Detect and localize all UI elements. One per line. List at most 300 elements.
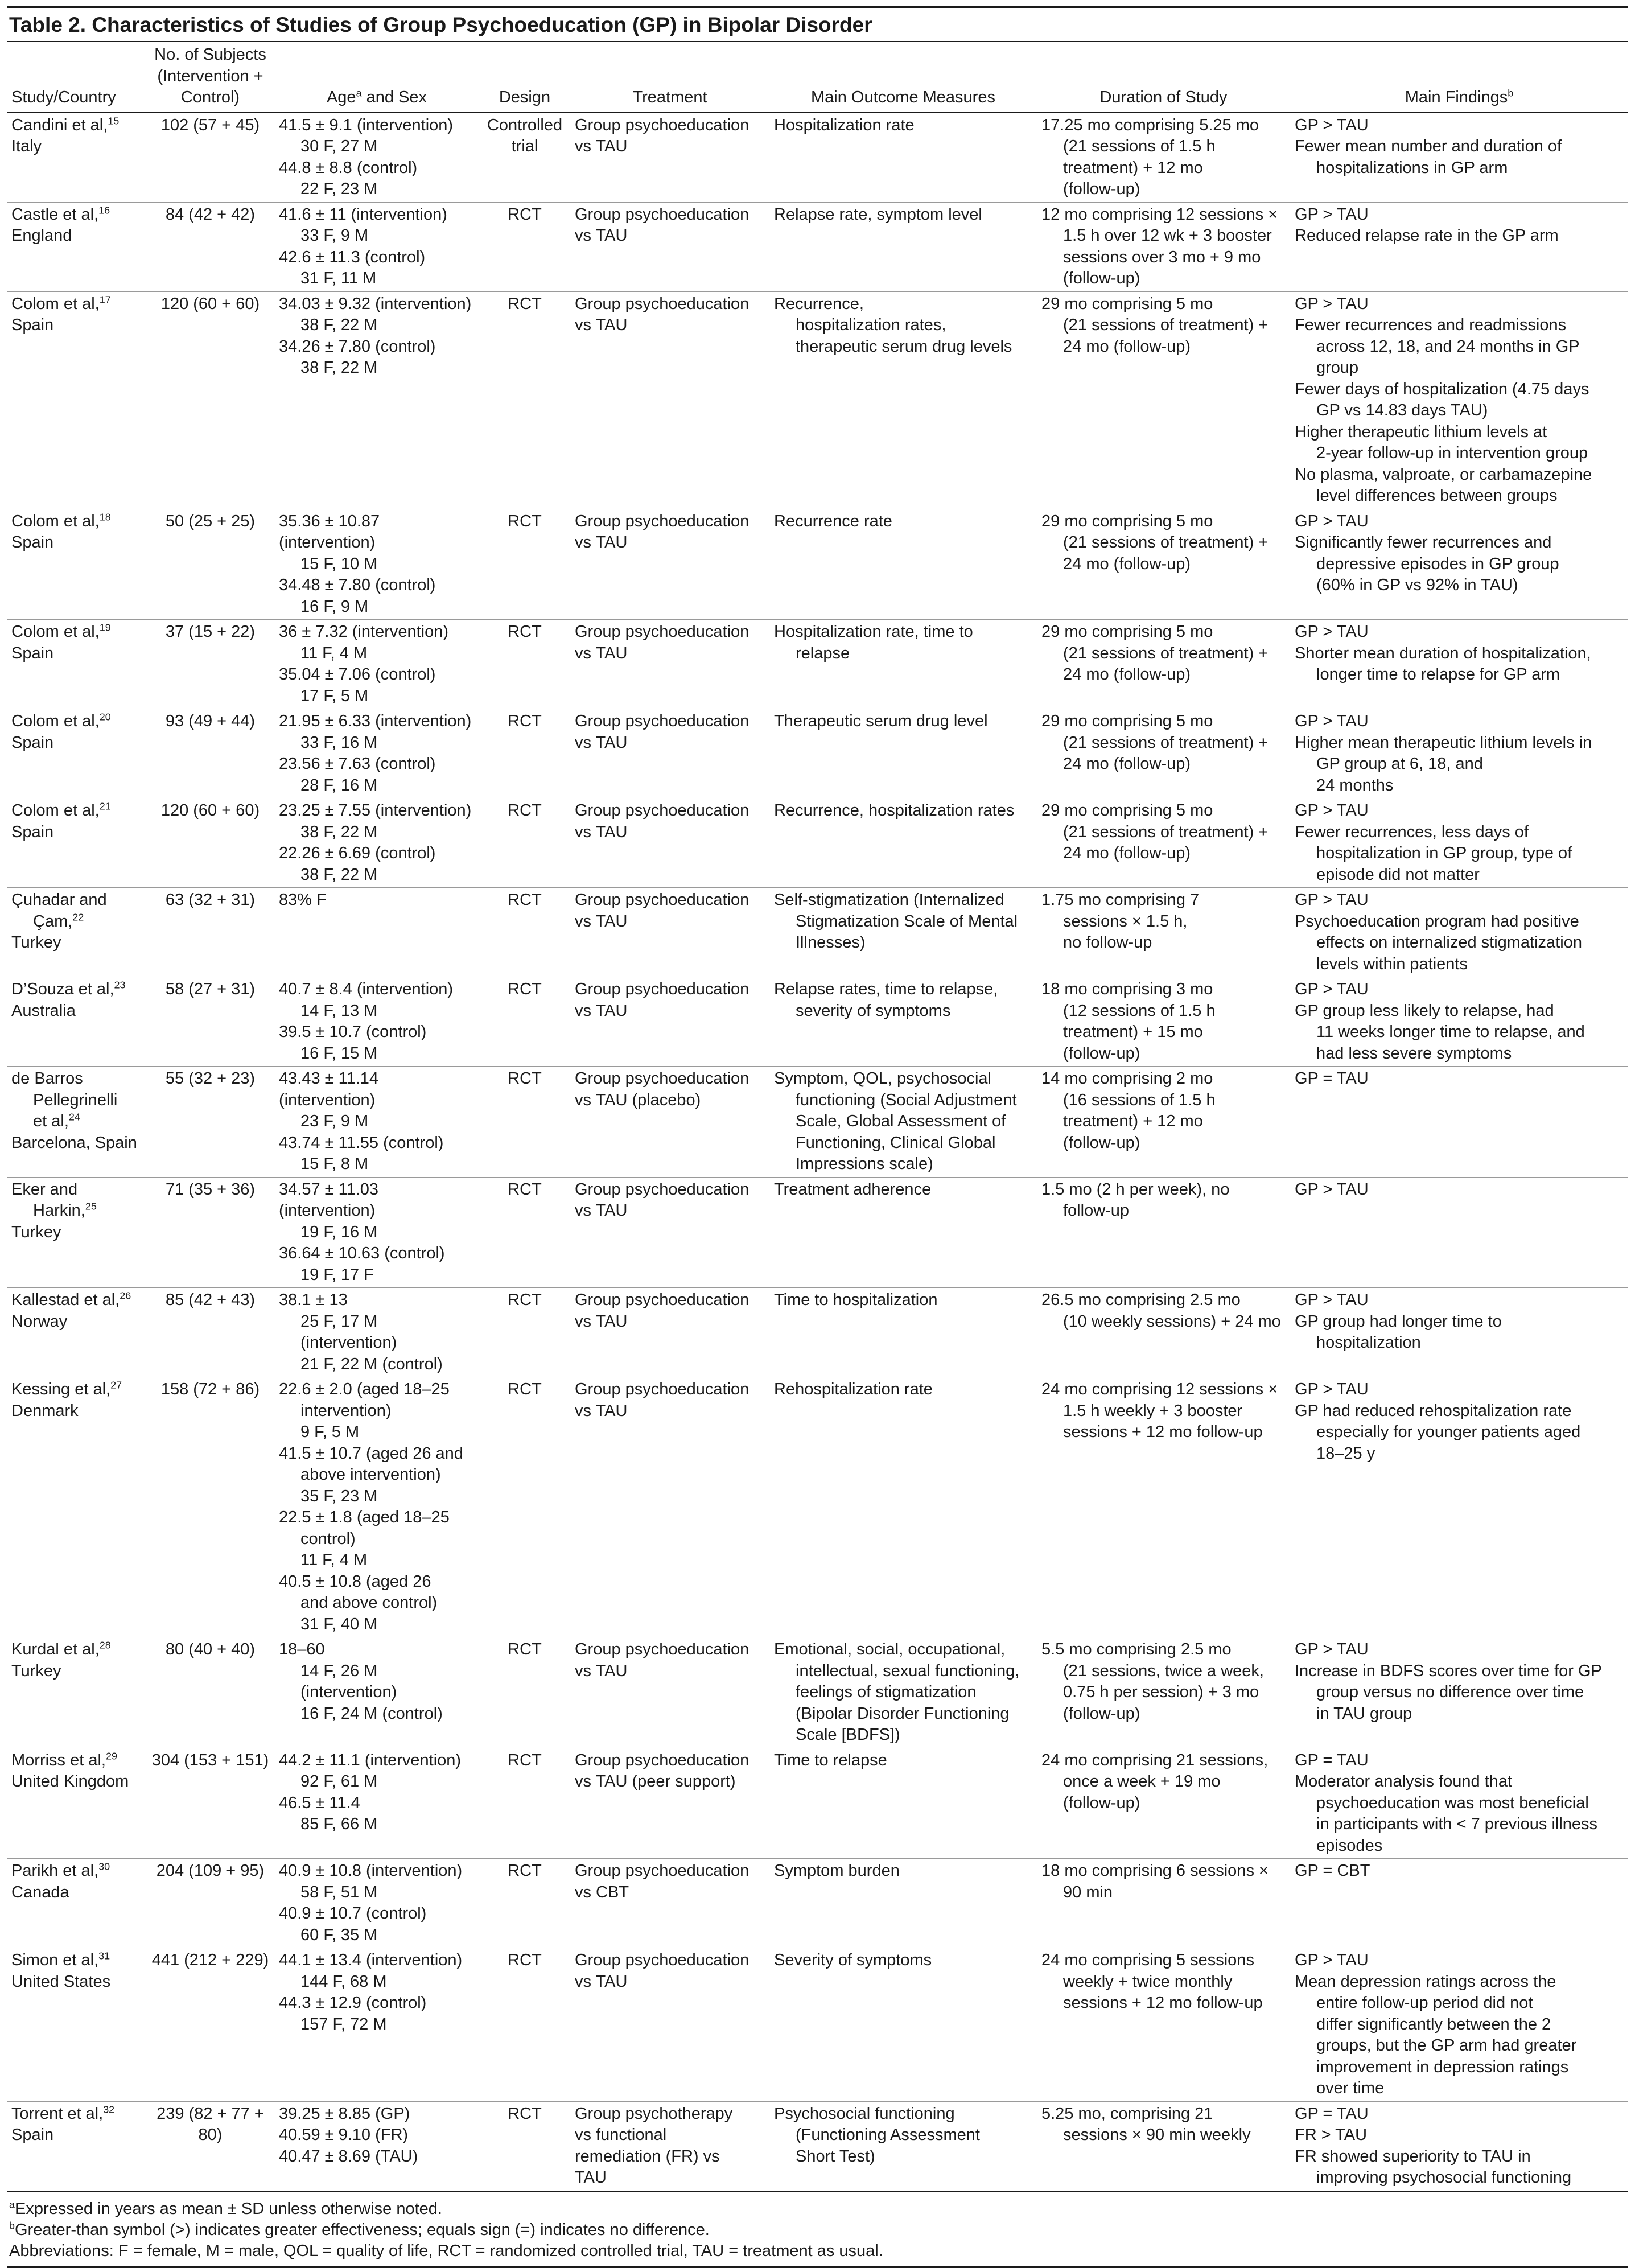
cell-subjects: 120 (60 + 60)	[146, 798, 274, 888]
cell-outcomes	[769, 620, 1037, 709]
cell-duration	[1037, 1377, 1290, 1637]
findings-header-text: Main Findings	[1405, 88, 1508, 106]
cell-age-sex	[274, 1288, 479, 1377]
study-author-line	[11, 1379, 142, 1401]
treatment-line: Group psychoeducation	[575, 1951, 749, 1969]
finding-line: improving psychosocial functioning	[1316, 2168, 1572, 2187]
cell-study	[7, 1067, 146, 1178]
age-sex-line: 34.03 ± 9.32 (intervention)	[279, 294, 472, 313]
age-sex-line: 43.74 ± 11.55 (control)	[279, 1133, 444, 1152]
age-sex-line: 38 F, 22 M	[300, 316, 378, 334]
finding-line: GP > TAU	[1295, 1640, 1369, 1658]
study-country: Turkey	[11, 1661, 61, 1680]
treatment-line: vs TAU	[575, 227, 628, 245]
age-sex-line: 25 F, 17 M (intervention)	[300, 1312, 397, 1352]
finding-line: Fewer recurrences and readmissions	[1295, 316, 1567, 334]
duration-line: 1.5 mo (2 h per week), no	[1041, 1180, 1230, 1199]
cell-design	[479, 291, 570, 509]
cell-outcomes	[769, 888, 1037, 977]
study-author: Torrent et al,	[11, 2104, 104, 2123]
cell-treatment	[570, 113, 769, 203]
treatment-line: Group psychoeducation	[575, 116, 749, 134]
outcome-line: Recurrence,	[774, 294, 864, 313]
age-sex-line: 15 F, 10 M	[300, 554, 378, 573]
finding-line: GP = TAU	[1295, 2104, 1369, 2123]
cell-treatment	[570, 620, 769, 709]
finding-line: Higher mean therapeutic lithium levels in	[1295, 733, 1592, 752]
treatment-line: vs TAU	[575, 1001, 628, 1020]
cell-design	[479, 1067, 570, 1178]
duration-line: 17.25 mo comprising 5.25 mo	[1041, 116, 1259, 134]
cell-findings	[1290, 798, 1628, 888]
col-header-treatment: Treatment	[570, 42, 769, 113]
outcome-line: Scale, Global Assessment of	[796, 1112, 1006, 1130]
footnote	[9, 2220, 1626, 2241]
finding-line: No plasma, valproate, or carbamazepine	[1295, 465, 1592, 484]
design-line: RCT	[508, 623, 542, 641]
finding-line: episode did not matter	[1316, 865, 1480, 884]
duration-line: sessions × 90 min weekly	[1063, 2126, 1251, 2144]
treatment-line: vs CBT	[575, 1883, 629, 1901]
study-country: Norway	[11, 1312, 68, 1331]
age-sex-line: 14 F, 13 M	[300, 1001, 378, 1020]
table-row	[7, 1637, 1628, 1748]
age-sex-line: 43.43 ± 11.14 (intervention)	[279, 1069, 379, 1109]
footnote-text: Expressed in years as mean ± SD unless otherwise noted.	[15, 2199, 442, 2218]
duration-line: (follow-up)	[1063, 1044, 1140, 1063]
duration-line: treatment) + 12 mo	[1063, 158, 1203, 177]
duration-line: 24 mo (follow-up)	[1063, 844, 1191, 862]
treatment-line: Group psychoeducation	[575, 205, 749, 224]
treatment-line: vs TAU	[575, 137, 628, 155]
age-sex-line: 33 F, 16 M	[300, 733, 378, 752]
duration-line: 1.75 mo comprising 7	[1041, 891, 1200, 909]
age-sex-line: 30 F, 27 M	[300, 137, 378, 155]
duration-line: (21 sessions of treatment) +	[1063, 316, 1269, 334]
study-country: United Kingdom	[11, 1772, 129, 1790]
study-country: Spain	[11, 2126, 54, 2144]
finding-line: GP group had longer time to	[1295, 1312, 1502, 1331]
study-author-line	[11, 1750, 142, 1772]
cell-age-sex	[274, 1067, 479, 1178]
age-sex-line: 35.36 ± 10.87 (intervention)	[279, 512, 380, 551]
age-sex-line: 31 F, 40 M	[300, 1615, 378, 1633]
study-author-line	[11, 1290, 142, 1311]
age-sex-line: 38.1 ± 13	[279, 1291, 348, 1309]
finding-line: (60% in GP vs 92% in TAU)	[1316, 576, 1518, 594]
age-sex-line: 58 F, 51 M	[300, 1883, 378, 1901]
study-country: Turkey	[11, 1223, 61, 1241]
cell-study	[7, 2101, 146, 2191]
cell-design	[479, 1748, 570, 1859]
finding-line: effects on internalized stigmatization	[1316, 933, 1582, 952]
age-sex-line: and above control)	[300, 1594, 438, 1612]
cell-subjects: 158 (72 + 86)	[146, 1377, 274, 1637]
treatment-line: vs TAU	[575, 644, 628, 662]
cell-findings	[1290, 509, 1628, 620]
cell-outcomes	[769, 1859, 1037, 1948]
outcome-line: Time to relapse	[774, 1751, 887, 1769]
finding-line: GP > TAU	[1295, 623, 1369, 641]
finding-line: Increase in BDFS scores over time for GP	[1295, 1661, 1602, 1680]
age-sex-line: 22.26 ± 6.69 (control)	[279, 844, 436, 862]
cell-findings	[1290, 291, 1628, 509]
age-sex-line: 11 F, 4 M	[300, 644, 368, 662]
cell-outcomes	[769, 977, 1037, 1067]
footnote-marker: b	[9, 2219, 15, 2231]
duration-line: 12 mo comprising 12 sessions ×	[1041, 205, 1278, 224]
finding-line: GP > TAU	[1295, 980, 1369, 998]
age-sex-line: 44.2 ± 11.1 (intervention)	[279, 1751, 462, 1769]
reference-number: 25	[85, 1200, 97, 1212]
outcome-line: Rehospitalization rate	[774, 1380, 933, 1398]
reference-number: 30	[98, 1860, 110, 1872]
cell-study	[7, 1177, 146, 1288]
study-author: Colom et al,	[11, 512, 100, 530]
cell-subjects: 102 (57 + 45)	[146, 113, 274, 203]
cell-findings	[1290, 1067, 1628, 1178]
age-sex-line: 34.48 ± 7.80 (control)	[279, 576, 436, 594]
reference-number: 19	[99, 621, 111, 633]
finding-line: Shorter mean duration of hospitalization,	[1295, 644, 1591, 662]
age-sex-line: 40.9 ± 10.8 (intervention)	[279, 1862, 463, 1880]
design-line: RCT	[508, 294, 542, 313]
cell-subjects: 80 (40 + 40)	[146, 1637, 274, 1748]
design-line: RCT	[508, 1291, 542, 1309]
age-sex-line: 92 F, 61 M	[300, 1772, 378, 1790]
study-country: Spain	[11, 733, 54, 752]
outcome-line: Functioning, Clinical Global	[796, 1133, 996, 1152]
study-country: Spain	[11, 644, 54, 662]
header-row	[7, 42, 1628, 113]
duration-line: (21 sessions of 1.5 h	[1063, 137, 1216, 155]
cell-design	[479, 202, 570, 291]
finding-line: 2-year follow-up in intervention group	[1316, 444, 1588, 462]
finding-line: GP > TAU	[1295, 1180, 1369, 1199]
age-sex-line: 44.8 ± 8.8 (control)	[279, 158, 418, 177]
footnote-marker: a	[356, 87, 362, 99]
finding-line: longer time to relapse for GP arm	[1316, 665, 1560, 684]
table-footnotes	[7, 2192, 1628, 2262]
reference-number: 29	[105, 1750, 117, 1761]
age-sex-line: 16 F, 15 M	[300, 1044, 378, 1063]
age-sex-line: 40.9 ± 10.7 (control)	[279, 1904, 427, 1923]
outcome-line: Therapeutic serum drug level	[774, 712, 988, 730]
study-country: Spain	[11, 533, 54, 551]
treatment-line: vs TAU	[575, 733, 628, 752]
study-country: Italy	[11, 137, 42, 155]
treatment-line: Group psychoeducation	[575, 801, 749, 820]
col-header-outcomes: Main Outcome Measures	[769, 42, 1037, 113]
age-sex-line: above intervention)	[300, 1466, 441, 1484]
duration-line: treatment) + 12 mo	[1063, 1112, 1203, 1130]
duration-line: (21 sessions of treatment) +	[1063, 644, 1269, 662]
duration-line: 18 mo comprising 3 mo	[1041, 980, 1213, 998]
finding-line: hospitalizations in GP arm	[1316, 158, 1508, 177]
age-sex-line: 15 F, 8 M	[300, 1155, 369, 1173]
duration-line: 90 min	[1063, 1883, 1113, 1901]
design-line: RCT	[508, 1751, 542, 1769]
outcome-line: relapse	[796, 644, 850, 662]
age-sex-line: 23.56 ± 7.63 (control)	[279, 755, 436, 773]
study-country: Barcelona, Spain	[11, 1133, 137, 1152]
cell-study	[7, 291, 146, 509]
cell-design	[479, 1859, 570, 1948]
subjects-header-line: (Intervention +	[157, 67, 263, 85]
cell-age-sex	[274, 202, 479, 291]
cell-design	[479, 1288, 570, 1377]
cell-study	[7, 1637, 146, 1748]
treatment-line: vs TAU	[575, 1661, 628, 1680]
outcome-line: (Functioning Assessment	[796, 2126, 980, 2144]
outcome-line: hospitalization rates,	[796, 316, 946, 334]
footnote-text: Greater-than symbol (>) indicates greater effectiveness; equals sign (=) indicates no difference.	[15, 2220, 710, 2239]
cell-outcomes	[769, 798, 1037, 888]
age-sex-line: 144 F, 68 M	[300, 1972, 387, 1991]
study-author: Colom et al,	[11, 623, 100, 641]
study-country: United States	[11, 1972, 111, 1991]
cell-subjects: 71 (35 + 36)	[146, 1177, 274, 1288]
outcome-line: Self-stigmatization (Internalized	[774, 891, 1004, 909]
age-header-suffix: and Sex	[361, 88, 427, 106]
outcome-line: Illnesses)	[796, 933, 866, 952]
age-sex-line: 16 F, 24 M (control)	[300, 1704, 443, 1723]
finding-line: GP had reduced rehospitalization rate	[1295, 1401, 1572, 1420]
design-line: RCT	[508, 1069, 542, 1088]
cell-design	[479, 113, 570, 203]
finding-line: across 12, 18, and 24 months in GP	[1316, 337, 1580, 356]
duration-line: (16 sessions of 1.5 h	[1063, 1090, 1216, 1109]
outcome-line: Symptom, QOL, psychosocial	[774, 1069, 991, 1088]
duration-line: 24 mo (follow-up)	[1063, 755, 1191, 773]
reference-number: 23	[114, 979, 126, 991]
cell-subjects: 37 (15 + 22)	[146, 620, 274, 709]
age-sex-line: 23 F, 9 M	[300, 1112, 369, 1130]
age-sex-line: 85 F, 66 M	[300, 1815, 378, 1833]
outcome-line: Recurrence rate	[774, 512, 892, 530]
treatment-line: Group psychoeducation	[575, 1291, 749, 1309]
cell-study	[7, 977, 146, 1067]
cell-age-sex	[274, 977, 479, 1067]
age-header-text: Age	[326, 88, 356, 106]
age-sex-line: 17 F, 5 M	[300, 686, 369, 705]
cell-duration	[1037, 1288, 1290, 1377]
cell-duration	[1037, 709, 1290, 798]
age-sex-line: 40.59 ± 9.10 (FR)	[279, 2126, 409, 2144]
age-sex-line: control)	[300, 1529, 356, 1548]
age-sex-line: 35 F, 23 M	[300, 1487, 378, 1505]
treatment-line: Group psychoeducation	[575, 1069, 749, 1088]
outcome-line: intellectual, sexual functioning,	[796, 1661, 1020, 1680]
duration-line: 26.5 mo comprising 2.5 mo	[1041, 1291, 1241, 1309]
finding-line: GP > TAU	[1295, 512, 1369, 530]
study-author: Castle et al,	[11, 205, 99, 224]
table-row	[7, 1067, 1628, 1178]
duration-line: 24 mo (follow-up)	[1063, 554, 1191, 573]
design-line: Controlled	[487, 116, 563, 134]
age-sex-line: 41.5 ± 9.1 (intervention)	[279, 116, 454, 134]
cell-subjects: 204 (109 + 95)	[146, 1859, 274, 1948]
duration-line: 24 mo comprising 5 sessions	[1041, 1951, 1254, 1969]
treatment-line: Group psychoeducation	[575, 1862, 749, 1880]
design-line: RCT	[508, 1951, 542, 1969]
cell-duration	[1037, 2101, 1290, 2191]
age-sex-line: 31 F, 11 M	[300, 269, 377, 287]
finding-line: 11 weeks longer time to relapse, and	[1316, 1023, 1585, 1041]
finding-line: in participants with < 7 previous illness	[1316, 1815, 1598, 1833]
study-author: de Barros	[11, 1069, 83, 1088]
cell-study	[7, 888, 146, 977]
study-author: et al,	[33, 1112, 69, 1130]
cell-findings	[1290, 1288, 1628, 1377]
age-sex-line: 40.7 ± 8.4 (intervention)	[279, 980, 454, 998]
cell-treatment	[570, 1637, 769, 1748]
cell-treatment	[570, 2101, 769, 2191]
finding-line: 18–25 y	[1316, 1444, 1375, 1463]
age-sex-line: 19 F, 16 M	[300, 1223, 378, 1241]
duration-line: (follow-up)	[1063, 180, 1140, 198]
finding-line: GP vs 14.83 days TAU)	[1316, 401, 1488, 419]
age-sex-line: 35.04 ± 7.06 (control)	[279, 665, 436, 684]
finding-line: episodes	[1316, 1836, 1383, 1855]
duration-line: 1.5 h weekly + 3 booster	[1063, 1401, 1243, 1420]
cell-outcomes	[769, 1948, 1037, 2102]
age-sex-line: 44.1 ± 13.4 (intervention)	[279, 1951, 463, 1969]
cell-design	[479, 977, 570, 1067]
cell-design	[479, 709, 570, 798]
subjects-header-line: No. of Subjects	[154, 46, 266, 64]
outcome-line: Relapse rates, time to relapse,	[774, 980, 998, 998]
study-author-line	[11, 1111, 142, 1133]
cell-age-sex	[274, 1948, 479, 2102]
cell-age-sex	[274, 798, 479, 888]
cell-outcomes	[769, 291, 1037, 509]
cell-age-sex	[274, 888, 479, 977]
age-sex-line: 11 F, 4 M	[300, 1551, 368, 1569]
cell-design	[479, 1637, 570, 1748]
age-sex-line: 157 F, 72 M	[300, 2015, 387, 2034]
study-author: Morriss et al,	[11, 1751, 106, 1769]
age-sex-line: 41.6 ± 11 (intervention)	[279, 205, 447, 224]
age-sex-line: 23.25 ± 7.55 (intervention)	[279, 801, 472, 820]
study-author: Eker and	[11, 1180, 78, 1199]
duration-line: follow-up	[1063, 1201, 1130, 1220]
cell-duration	[1037, 1748, 1290, 1859]
table-row	[7, 798, 1628, 888]
design-line: RCT	[508, 205, 542, 224]
cell-findings	[1290, 888, 1628, 977]
duration-line: (follow-up)	[1063, 1704, 1140, 1723]
outcome-line: Hospitalization rate, time to	[774, 623, 973, 641]
cell-outcomes	[769, 1288, 1037, 1377]
table-body	[7, 113, 1628, 2191]
outcome-line: Hospitalization rate	[774, 116, 915, 134]
cell-subjects: 84 (42 + 42)	[146, 202, 274, 291]
age-sex-line: 22.5 ± 1.8 (aged 18–25	[279, 1508, 450, 1526]
finding-line: Significantly fewer recurrences and	[1295, 533, 1552, 551]
cell-age-sex	[274, 1177, 479, 1288]
outcome-line: feelings of stigmatization	[796, 1683, 977, 1701]
age-sex-line: 9 F, 5 M	[300, 1423, 360, 1441]
footnote-marker: a	[9, 2198, 15, 2210]
finding-line: psychoeducation was most beneficial	[1316, 1793, 1589, 1812]
study-author-line	[11, 621, 142, 643]
cell-treatment	[570, 291, 769, 509]
study-author-line	[11, 1639, 142, 1661]
age-sex-line: 33 F, 9 M	[300, 227, 369, 245]
cell-age-sex	[274, 509, 479, 620]
cell-study	[7, 113, 146, 203]
design-line: RCT	[508, 1862, 542, 1880]
duration-line: 0.75 h per session) + 3 mo	[1063, 1683, 1259, 1701]
duration-line: sessions × 1.5 h,	[1063, 912, 1188, 931]
duration-line: weekly + twice monthly	[1063, 1972, 1233, 1991]
treatment-line: Group psychoeducation	[575, 1640, 749, 1658]
cell-findings	[1290, 1948, 1628, 2102]
age-sex-line: 34.57 ± 11.03 (intervention)	[279, 1180, 379, 1220]
table-row	[7, 2101, 1628, 2191]
age-sex-line: 60 F, 35 M	[300, 1925, 378, 1944]
col-header-design: Design	[479, 42, 570, 113]
cell-subjects: 239 (82 + 77 + 80)	[146, 2101, 274, 2191]
study-author: Kessing et al,	[11, 1380, 111, 1398]
study-author: D’Souza et al,	[11, 980, 114, 998]
duration-line: no follow-up	[1063, 933, 1152, 952]
cell-treatment	[570, 1177, 769, 1288]
age-sex-line: 46.5 ± 11.4	[279, 1793, 360, 1812]
duration-line: sessions over 3 mo + 9 mo	[1063, 248, 1261, 266]
cell-findings	[1290, 1377, 1628, 1637]
age-sex-line: 38 F, 22 M	[300, 865, 378, 884]
cell-treatment	[570, 1067, 769, 1178]
treatment-line: remediation (FR) vs	[575, 2147, 720, 2166]
age-sex-line: 36.64 ± 10.63 (control)	[279, 1244, 445, 1262]
study-author: Colom et al,	[11, 294, 100, 313]
cell-study	[7, 509, 146, 620]
study-country: Spain	[11, 316, 54, 334]
cell-age-sex	[274, 1859, 479, 1948]
cell-treatment	[570, 1748, 769, 1859]
cell-study	[7, 1377, 146, 1637]
study-author-line	[11, 204, 142, 226]
age-sex-line: 36 ± 7.32 (intervention)	[279, 623, 449, 641]
cell-duration	[1037, 113, 1290, 203]
col-header-subjects	[146, 42, 274, 113]
duration-line: (21 sessions, twice a week,	[1063, 1661, 1264, 1680]
finding-line: GP > TAU	[1295, 294, 1369, 313]
cell-outcomes	[769, 509, 1037, 620]
finding-line: GP > TAU	[1295, 1291, 1369, 1309]
treatment-line: vs TAU	[575, 1201, 628, 1220]
treatment-line: vs TAU	[575, 822, 628, 841]
table-row	[7, 202, 1628, 291]
outcome-line: Relapse rate, symptom level	[774, 205, 982, 224]
reference-number: 15	[108, 114, 120, 126]
cell-age-sex	[274, 291, 479, 509]
cell-findings	[1290, 1859, 1628, 1948]
treatment-line: Group psychoeducation	[575, 1751, 749, 1769]
finding-line: especially for younger patients aged	[1316, 1423, 1581, 1441]
reference-number: 24	[68, 1111, 80, 1123]
finding-line: GP > TAU	[1295, 712, 1369, 730]
outcome-line: therapeutic serum drug levels	[796, 337, 1012, 356]
finding-line: over time	[1316, 2079, 1385, 2097]
design-line: RCT	[508, 980, 542, 998]
study-country: England	[11, 227, 72, 245]
cell-study	[7, 798, 146, 888]
outcome-line: severity of symptoms	[796, 1001, 951, 1020]
cell-findings	[1290, 1637, 1628, 1748]
